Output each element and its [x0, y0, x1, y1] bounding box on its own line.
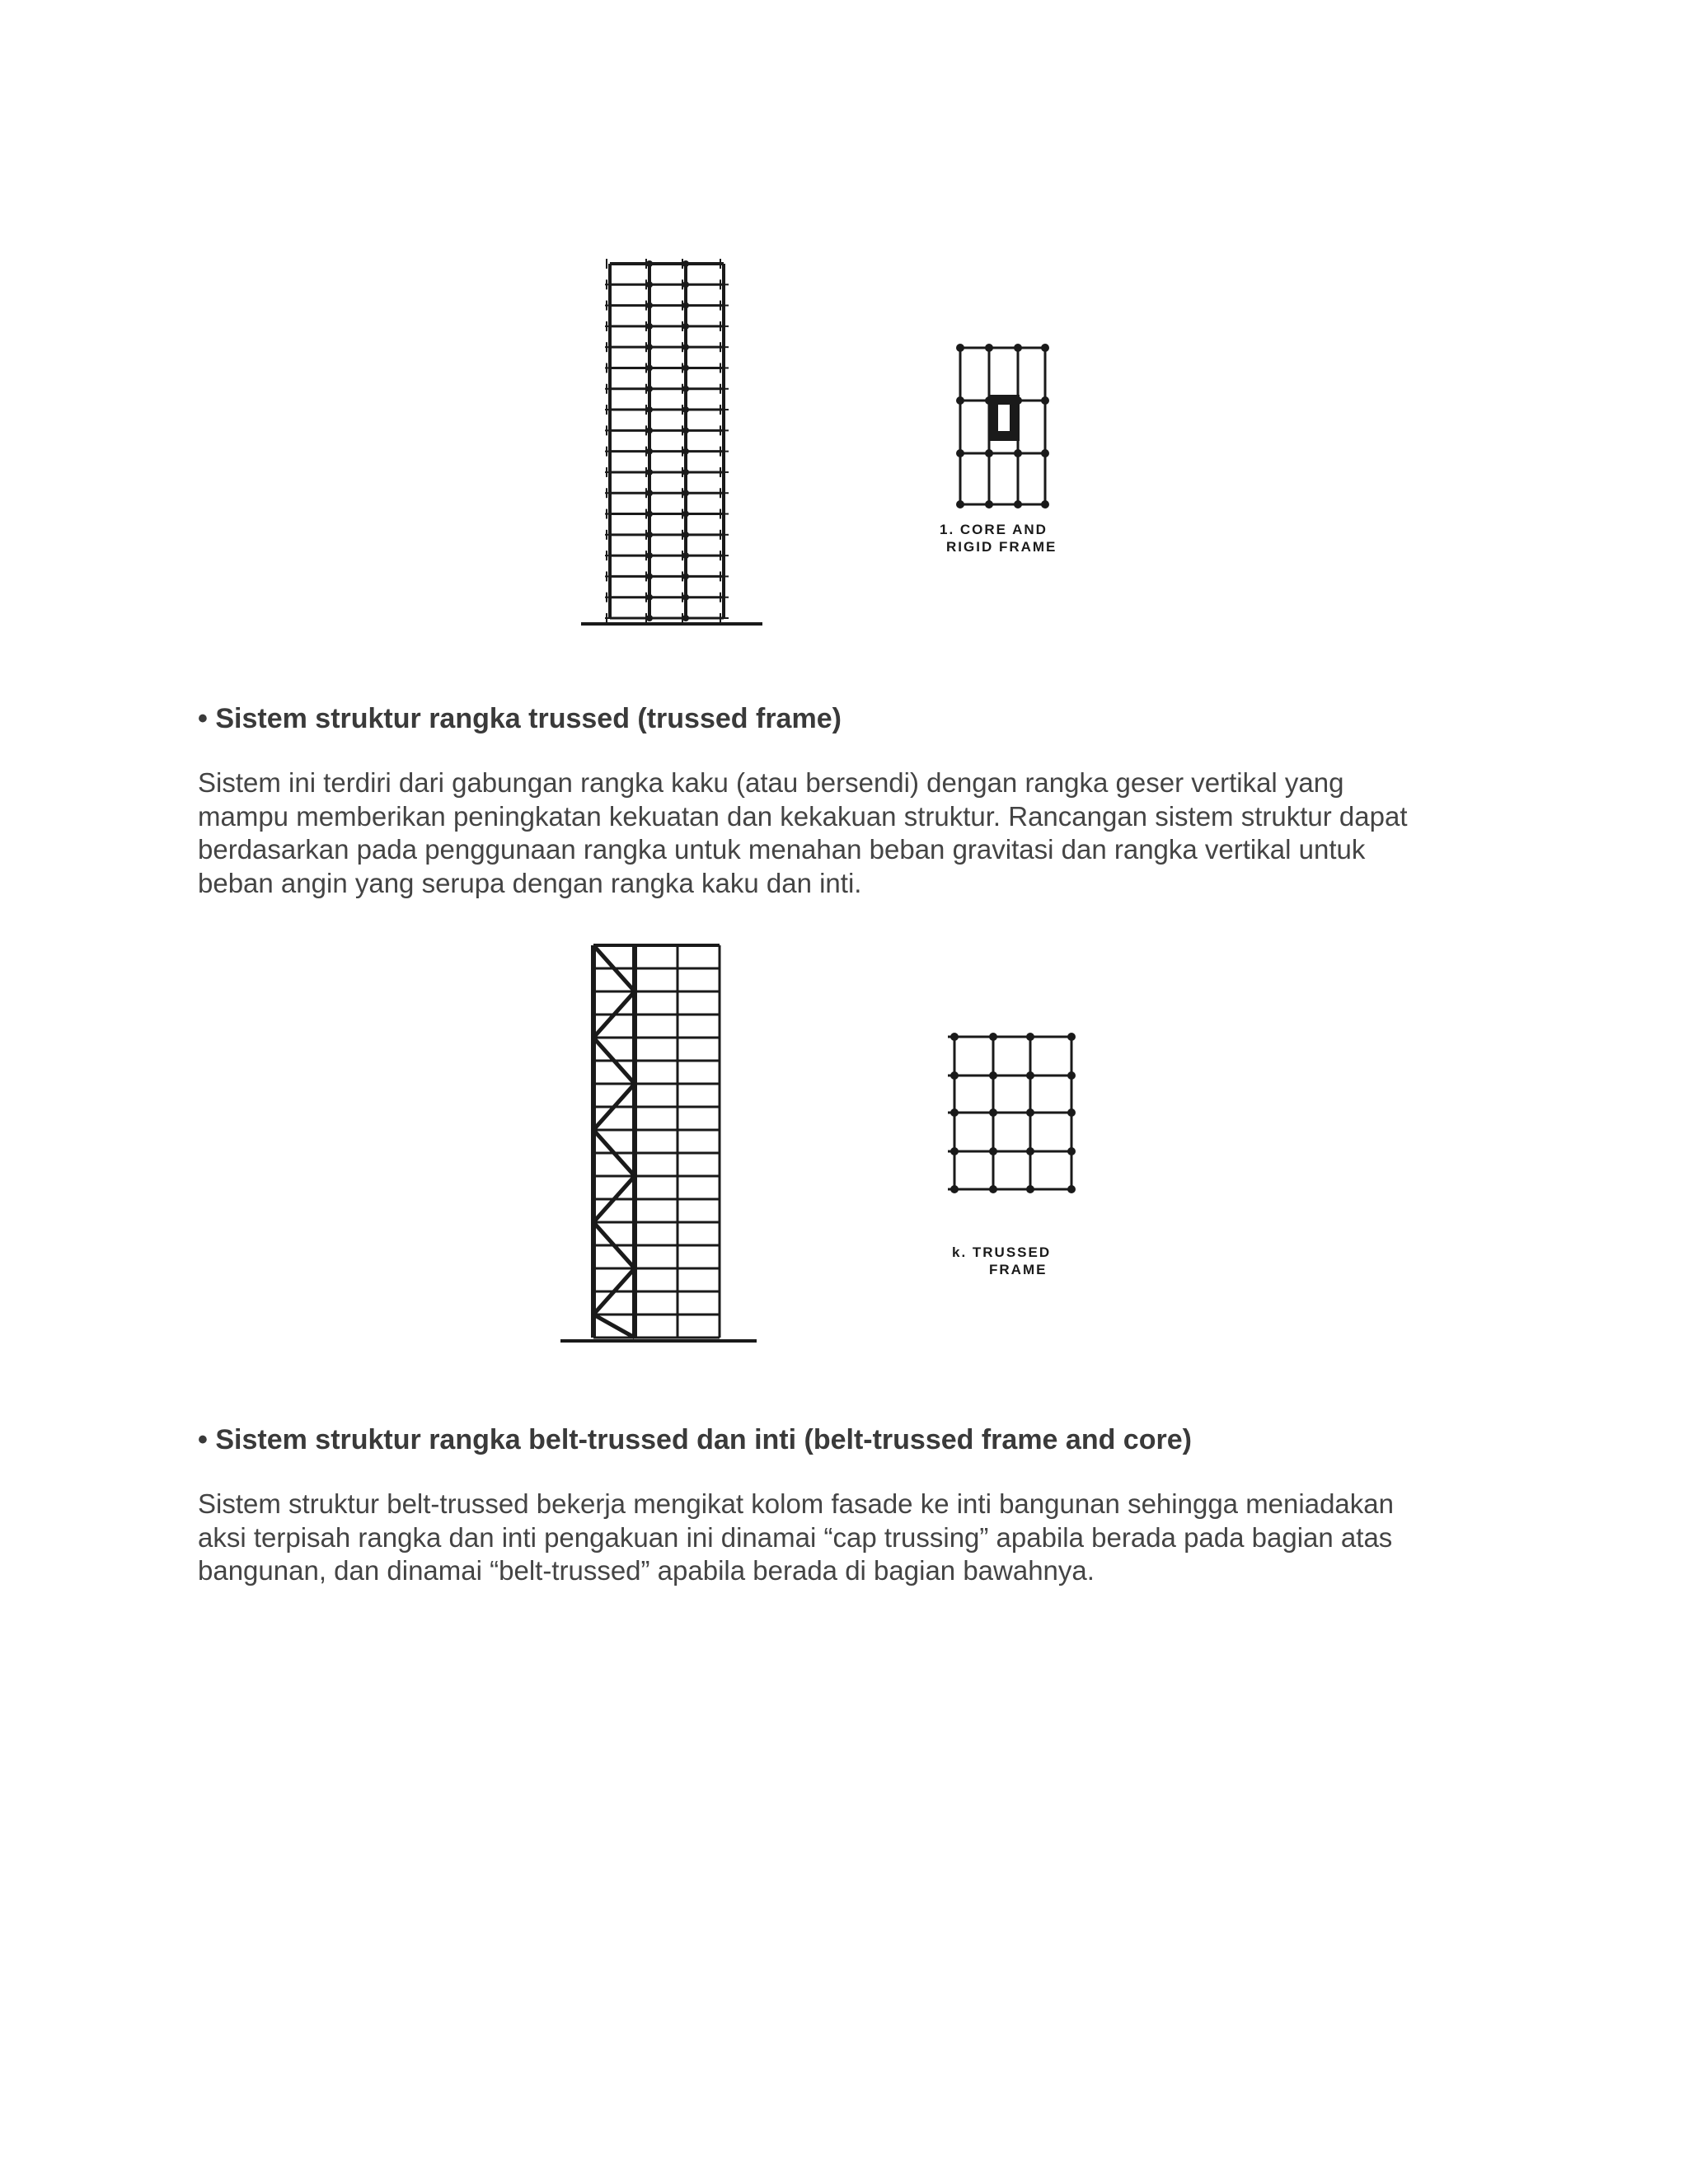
figure1-caption-line2: RIGID FRAME [946, 539, 1057, 555]
trussed-frame-drawing [0, 927, 1688, 1372]
figure2-caption-line2: FRAME [989, 1262, 1048, 1277]
core-rigid-frame-plan [956, 344, 1049, 509]
joint-node [682, 490, 689, 496]
trussed-frame-elevation [560, 945, 757, 1341]
joint-node [646, 490, 653, 496]
section2-line: aksi terpisah rangka dan inti pengakuan ini dinamai “cap trussing” apabila berada pada bagian atas [198, 1521, 1393, 1553]
joint-node [646, 302, 653, 309]
joint-node [682, 573, 689, 579]
section2-paragraph [198, 1488, 1517, 1588]
joint-node [646, 427, 653, 434]
section2-line: Sistem struktur belt-trussed bekerja mengikat kolom fasade ke inti bangunan sehingga meniadakan [198, 1488, 1394, 1519]
joint-node [646, 260, 653, 267]
section1-line: mampu memberikan peningkatan kekuatan dan kekakuan struktur. Rancangan sistem struktur dapat [198, 800, 1408, 832]
plan-node [1026, 1033, 1034, 1041]
plan-node [1026, 1108, 1034, 1117]
section1-line: beban angin yang serupa dengan rangka kaku dan inti. [198, 867, 862, 898]
joint-node [646, 386, 653, 392]
plan-node [989, 1185, 997, 1193]
joint-node [646, 281, 653, 288]
core-rigid-frame-drawing [0, 247, 1688, 643]
joint-node [646, 364, 653, 371]
plan-node [989, 1108, 997, 1117]
joint-node [646, 594, 653, 601]
joint-node [682, 615, 689, 621]
joint-node [682, 364, 689, 371]
diagonal-brace [593, 1315, 635, 1338]
section2-heading: • Sistem struktur rangka belt-trussed dan inti (belt-trussed frame and core) [198, 1424, 1192, 1455]
plan-node [956, 344, 964, 352]
joint-node [646, 469, 653, 476]
joint-node [646, 344, 653, 350]
section1-line: berdasarkan pada penggunaan rangka untuk menahan beban gravitasi dan rangka vertikal untuk [198, 834, 1366, 865]
plan-node [1014, 500, 1022, 509]
joint-node [646, 323, 653, 330]
plan-node [989, 1071, 997, 1080]
section1-heading: • Sistem struktur rangka trussed (trussed frame) [198, 703, 842, 734]
plan-node [956, 396, 964, 405]
joint-node [682, 323, 689, 330]
joint-node [682, 344, 689, 350]
joint-node [646, 532, 653, 538]
joint-node [682, 302, 689, 309]
plan-node [985, 344, 993, 352]
joint-node [646, 406, 653, 413]
figure1-caption-line1: 1. CORE AND [940, 522, 1048, 537]
plan-node [1026, 1147, 1034, 1155]
joint-node [682, 260, 689, 267]
plan-node [956, 449, 964, 457]
joint-node [682, 552, 689, 559]
trussed-frame-plan [948, 1033, 1076, 1193]
plan-node [1067, 1185, 1076, 1193]
joint-node [682, 532, 689, 538]
section1-paragraph [198, 766, 1517, 900]
figure2-caption-line1: k. TRUSSED [952, 1244, 1052, 1260]
joint-node [682, 281, 689, 288]
plan-node [989, 1147, 997, 1155]
plan-node [1041, 500, 1049, 509]
plan-node [1067, 1033, 1076, 1041]
joint-node [682, 386, 689, 392]
joint-node [646, 511, 653, 518]
plan-node [1026, 1071, 1034, 1080]
joint-node [646, 552, 653, 559]
joint-node [646, 573, 653, 579]
plan-node [989, 1033, 997, 1041]
joint-node [682, 448, 689, 455]
section2-line: bangunan, dan dinamai “belt-trussed” apabila berada di bagian bawahnya. [198, 1555, 1095, 1586]
joint-node [682, 594, 689, 601]
plan-node [1014, 344, 1022, 352]
plan-node [1041, 449, 1049, 457]
plan-node [1041, 396, 1049, 405]
plan-node [1014, 449, 1022, 457]
plan-node [985, 449, 993, 457]
plan-node [956, 500, 964, 509]
plan-node [1067, 1108, 1076, 1117]
rigid-frame-elevation [581, 259, 762, 624]
joint-node [682, 511, 689, 518]
plan-node [1026, 1185, 1034, 1193]
joint-node [646, 448, 653, 455]
joint-node [682, 469, 689, 476]
joint-node [682, 406, 689, 413]
core-wall [993, 400, 1015, 436]
plan-node [1067, 1147, 1076, 1155]
joint-node [646, 615, 653, 621]
figure-trussed-frame [0, 927, 1688, 1372]
plan-node [1067, 1071, 1076, 1080]
plan-node [1041, 344, 1049, 352]
plan-node [985, 500, 993, 509]
section1-line: Sistem ini terdiri dari gabungan rangka kaku (atau bersendi) dengan rangka geser vertikal yang [198, 767, 1344, 798]
figure-core-rigid-frame [0, 247, 1688, 643]
joint-node [682, 427, 689, 434]
